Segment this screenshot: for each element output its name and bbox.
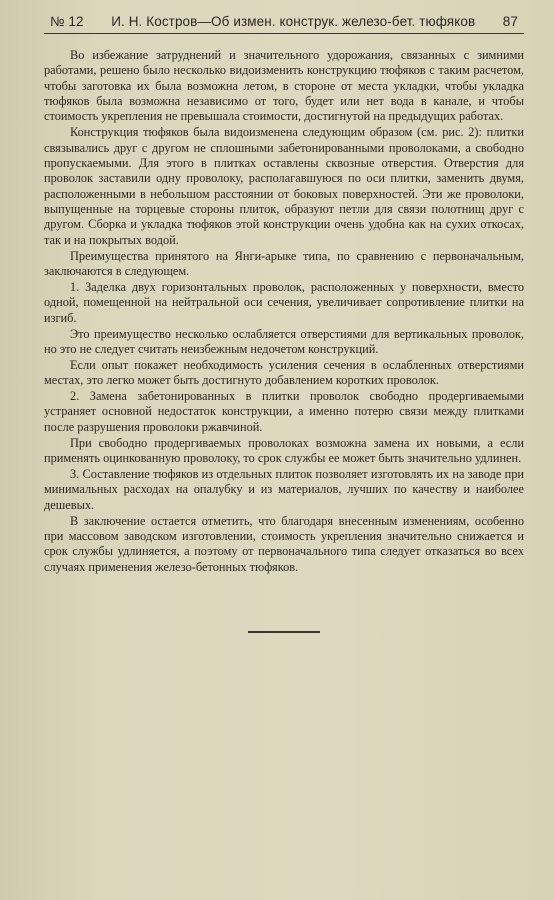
paragraph: 1. Заделка двух горизонтальных проволок, расположенных у поверхности, вместо одной, помещенной на нейтральной оси сечения, увеличивает сопротивление плитки на изгиб. — [44, 279, 524, 325]
paragraph: Преимущества принятого на Янги-арыке типа, по сравнению с первоначальным, заключаются в следующем. — [44, 248, 524, 278]
paragraph: Это преимущество несколько ослабляется отверстиями для вертикальных проволок, но это не следует считать неизбежным недочетом конструкций. — [44, 326, 524, 356]
paragraph: Во избежание затруднений и значительного удорожания, связанных с зимними работами, решено было несколько видоизменить конструкцию тюфяков с таким расчетом, чтобы заготовка их была возможна летом, в стороне от места укладки, чтобы укладка тюфяков была возможна независимо от того, будет или нет вода в канале, и чтобы стоимость укрепления не превышала стоимости, достигнутой на предыдущих работах. — [44, 48, 524, 124]
running-header — [44, 14, 524, 34]
end-rule — [248, 631, 320, 633]
paragraph: Если опыт покажет необходимость усиления сечения в ослабленных отверстиями местах, это легко может быть достигнуто добавлением коротких проволок. — [44, 357, 524, 388]
paragraph: 3. Составление тюфяков из отдельных плиток позволяет изготовлять их на заводе при минимальных расходах на опалубку и из материалов, лучших по качеству и наиболее дешевых. — [44, 467, 524, 512]
paragraph: В заключение остается отметить, что благодаря внесенным изменениям, особенно при массовом заводском изготовлении, стоимость укрепления значительно снижается и срок службы удлиняется, а поэтому от первоначального типа следует отказаться во всех случаях применения железо-бетонных тюфяков. — [44, 513, 524, 574]
issue-number: № 12 — [50, 14, 84, 29]
paragraph: Конструкция тюфяков была видоизменена следующим образом (см. рис. 2): плитки связывались друг с другом не сплошными забетонированными проволоками, а свободно пропускаемыми. Для этого в плитках оставлены сквозные отверстия. Отверстия для проволок заставили одну проволоку, располагавшуюся по оси плитки, заменить двумя, расположенными в небольшом расстоянии от боковых поверхностей. Эти же проволоки, выпущенные на торцевые стороны плиток, образуют петли для связи полотнищ друг с другом. Сборка и укладка тюфяков этой конструкции очень удобна как на сухих откосах, так и на покрытых водой. — [44, 125, 524, 247]
running-title: И. Н. Костров—Об измен. конструк. железо-бет. тюфяков — [111, 14, 476, 29]
paragraph: 2. Замена забетонированных в плитки проволок свободно продергиваемыми устраняет основной недостаток конструкции, а именно потерю связи между плитками после разрушения проволоки ржавчиной. — [44, 389, 524, 434]
page-number: 87 — [502, 14, 518, 29]
paragraph: При свободно продергиваемых проволоках возможна замена их новыми, а если применять оцинкованную проволоку, то срок службы ее может быть значительно удлинен. — [44, 435, 524, 466]
article-body — [44, 48, 524, 575]
